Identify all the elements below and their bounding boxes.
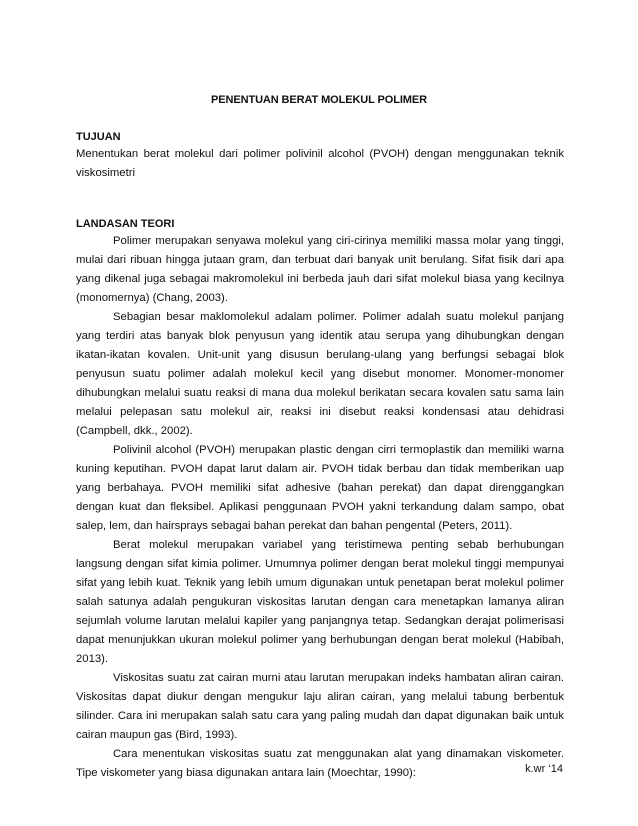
paragraph: Polimer merupakan senyawa molekul yang ciri-cirinya memiliki massa molar yang tinggi, mulai dari ribuan hingga jutaan gram, dan terbuat dari banyak unit berulang. Sifat fisik dari apa yang dikenal juga sebagai makromolekul ini berbeda jauh dari sifat molekul biasa yang kecilnya (monomernya) (Chang, 2003). [76,235,564,304]
paragraph: Berat molekul merupakan variabel yang teristimewa penting sebab berhubungan langsung dengan sifat kimia polimer. Umumnya polimer dengan berat molekul tinggi mempunyai sifat yang lebih kuat. Teknik yang lebih umum digunakan untuk penetapan berat molekul polimer salah satunya adalah pengukuran viskositas larutan dengan cara menetapkan lamanya aliran sejumlah volume larutan melalui kapiler yang panjangnya tetap. Sedangkan derajat polimerisasi dapat menunjukkan ukuran molekul polimer yang berhubungan dengan berat molekul (Habibah, 2013). [76,539,564,665]
paragraph: Sebagian besar maklomolekul adalam polimer. Polimer adalah suatu molekul panjang yang terdiri atas banyak blok penyusun yang identik atau serupa yang dihubungkan dengan ikatan-ikatan kovalen. Unit-unit yang disusun berulang-ulang yang berfungsi sebagai blok penyusun suatu polimer adalah molekul kecil yang disebut monomer. Monomer-monomer dihubungkan melalui suatu reaksi di mana dua molekul berikatan secara kovalen satu sama lain melalui pelepasan satu molekul air, reaksi ini disebut reaksi kondensasi atau dehidrasi (Campbell, dkk., 2002). [76,311,564,437]
section-heading-tujuan: TUJUAN [76,131,121,143]
page-footer: k.wr ‘14 [525,763,563,775]
section-heading-landasan-teori: LANDASAN TEORI [76,218,175,230]
paragraph: Polivinil alcohol (PVOH) merupakan plastic dengan cirri termoplastik dan memiliki warna kuning keputihan. PVOH dapat larut dalam air. PVOH tidak berbau dan tidak memberikan uap yang berbahaya. PVOH memiliki sifat adhesive (bahan perekat) dan dapat direnggangkan dengan kuat dan fleksibel. Aplikasi penggunaan PVOH yakni terkandung dalam sampo, obat salep, lem, dan hairsprays sebagai bahan perekat dan bahan pengental (Peters, 2011). [76,444,564,532]
paragraph: Menentukan berat molekul dari polimer polivinil alcohol (PVOH) dengan menggunakan teknik viskosimetri [76,148,564,179]
section-body-tujuan [76,145,564,183]
section-body-landasan-teori [76,232,564,783]
document-title: PENENTUAN BERAT MOLEKUL POLIMER [211,94,427,106]
paragraph: Cara menentukan viskositas suatu zat menggunakan alat yang dinamakan viskometer. Tipe viskometer yang biasa digunakan antara lain (Moechtar, 1990): [76,748,564,779]
paragraph: Viskositas suatu zat cairan murni atau larutan merupakan indeks hambatan aliran cairan. Viskositas dapat diukur dengan mengukur laju aliran cairan, yang melalui tabung berbentuk silinder. Cara ini merupakan salah satu cara yang paling mudah dan dapat digunakan baik untuk cairan maupun gas (Bird, 1993). [76,672,564,741]
